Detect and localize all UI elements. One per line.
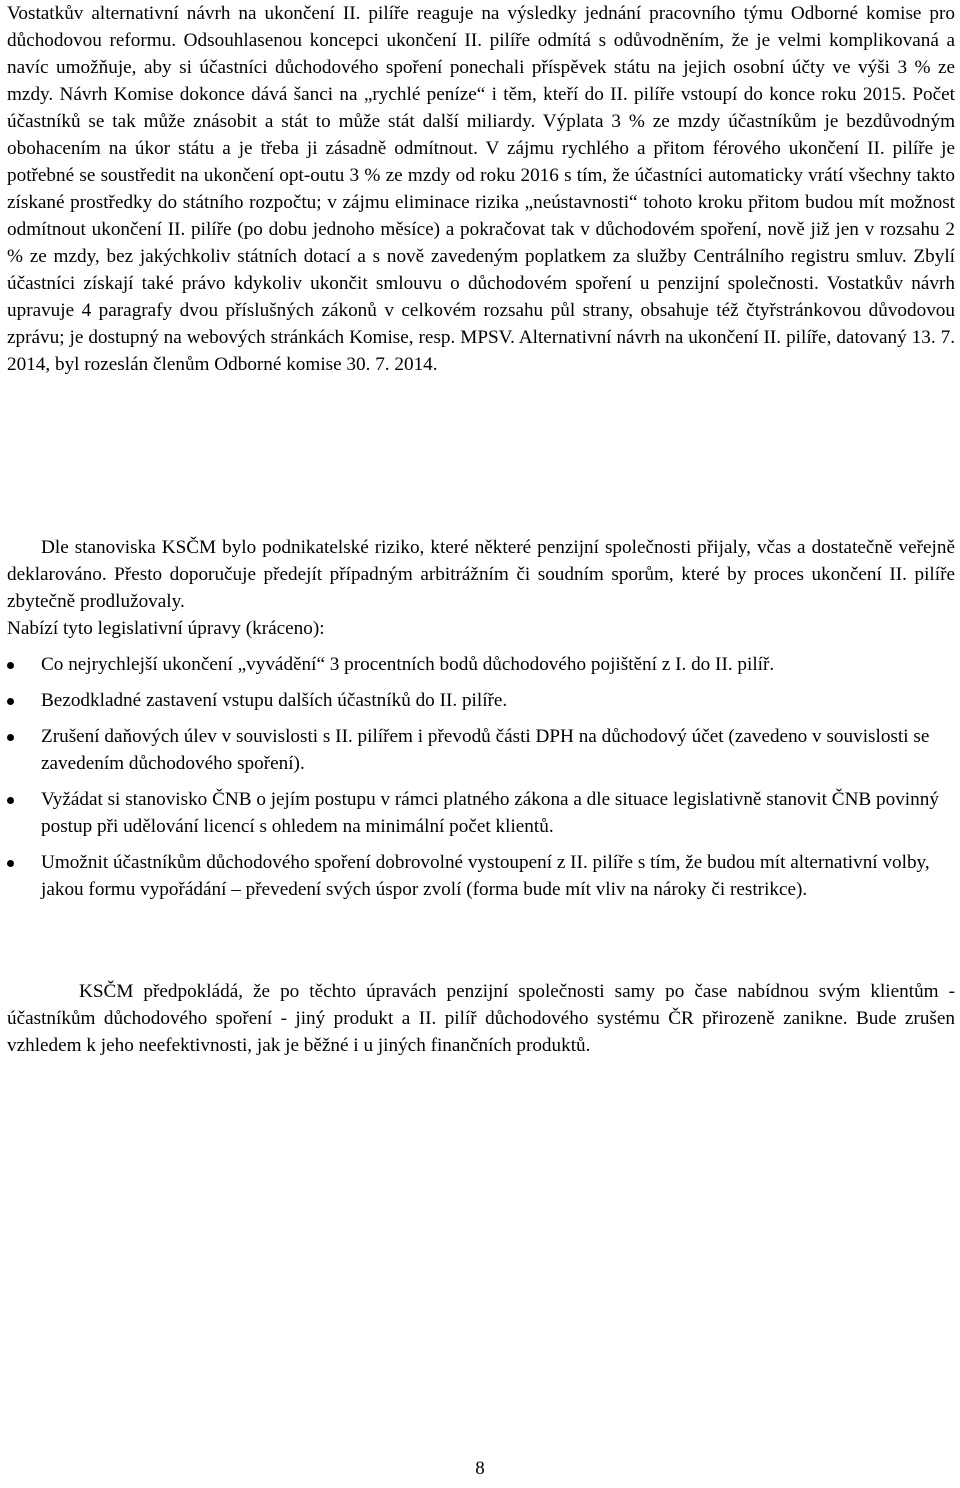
list-item-text: Co nejrychlejší ukončení „vyvádění“ 3 procentních bodů důchodového pojištění z I. do II. pilíř. <box>41 654 775 675</box>
list-item <box>7 723 955 777</box>
list-item <box>7 849 955 903</box>
list-item-text: Bezodkladné zastavení vstupu dalších účastníků do II. pilíře. <box>41 690 508 711</box>
bullet-icon <box>7 860 14 867</box>
bullet-icon <box>7 698 14 705</box>
list-intro: Nabízí tyto legislativní úpravy (kráceno): <box>7 618 325 639</box>
bullet-icon <box>7 734 14 741</box>
paragraph-kscm-position: Dle stanoviska KSČM bylo podnikatelské riziko, které některé penzijní společnosti přijaly, včas a dostatečně veřejně deklarováno. Přesto doporučuje předejít případným arbitrážním či soudním sporům, které by proces ukončení II. pilíře zbytečně prodlužovaly. <box>7 537 955 612</box>
list-item-text: Umožnit účastníkům důchodového spoření dobrovolné vystoupení z II. pilíře s tím, že budou mít alternativní volby, jakou formu vypořádání – převedení svých úspor zvolí (forma bude mít vliv na nároky či restrikce). <box>41 852 930 900</box>
list-item <box>7 786 955 840</box>
legislative-proposals-list <box>7 651 955 912</box>
list-item <box>7 687 955 714</box>
page-number: 8 <box>475 1458 485 1479</box>
list-item-text: Vyžádat si stanovisko ČNB o jejím postupu v rámci platného zákona a dle situace legislativně stanovit ČNB povinný postup při udělování licencí s ohledem na minimální počet klientů. <box>41 789 939 837</box>
paragraph-vostatek-proposal: Vostatkův alternativní návrh na ukončení II. pilíře reaguje na výsledky jednání pracovního týmu Odborné komise pro důchodovou reformu. Odsouhlasenou koncepci ukončení II. pilíře odmítá s odůvodněním, že je velmi komplikovaná a navíc umožňuje, aby si účastníci důchodového spoření ponechali příspěvek státu na jejich osobní účty ve výši 3 % ze mzdy. Návrh Komise dokonce dává šanci na „rychlé peníze“ i těm, kteří do II. pilíře vstoupí do konce roku 2015. Počet účastníků se tak může znásobit a stát to může stát další miliardy. Výplata 3 % ze mzdy účastníkům je bezdůvodným obohacením na úkor státu a je třeba ji zásadně odmítnout. V zájmu rychlého a přitom férového ukončení II. pilíře je potřebné se soustředit na ukončení opt-outu 3 % ze mzdy od roku 2016 s tím, že účastníci automaticky vrátí všechny takto získané prostředky do státního rozpočtu; v zájmu eliminace rizika „neústavnosti“ tohoto kroku přitom budou mít možnost odmítnout ukončení II. pilíře (po dobu jednoho měsíce) a pokračovat tak v důchodovém spoření, nově již jen v rozsahu 2 % ze mzdy, bez jakýchkoliv státních dotací a s nově zavedeným poplatkem za služby Centrálního registru smluv. Zbylí účastníci získají také právo kdykoliv ukončit smlouvu o důchodovém spoření u penzijní společnosti. Vostatkův návrh upravuje 4 paragrafy dvou příslušných zákonů v celkovém rozsahu půl strany, obsahuje též čtyřstránkovou důvodovou zprávu; je dostupný na webových stránkách Komise, resp. MPSV. Alternativní návrh na ukončení II. pilíře, datovaný 13. 7. 2014, byl rozeslán členům Odborné komise 30. 7. 2014. <box>7 3 955 375</box>
list-item-text: Zrušení daňových úlev v souvislosti s II. pilířem i převodů části DPH na důchodový účet (zavedeno v souvislosti se zavedením důchodového spoření). <box>41 726 930 774</box>
bullet-icon <box>7 797 14 804</box>
paragraph-kscm-expectation: KSČM předpokládá, že po těchto úpravách penzijní společnosti samy po čase nabídnou svým klientům - účastníkům důchodového spoření - jiný produkt a II. pilíř důchodového systému ČR přirozeně zanikne. Bude zrušen vzhledem k jeho neefektivnosti, jak je běžné i u jiných finančních produktů. <box>7 981 955 1056</box>
list-item <box>7 651 955 678</box>
bullet-icon <box>7 662 14 669</box>
